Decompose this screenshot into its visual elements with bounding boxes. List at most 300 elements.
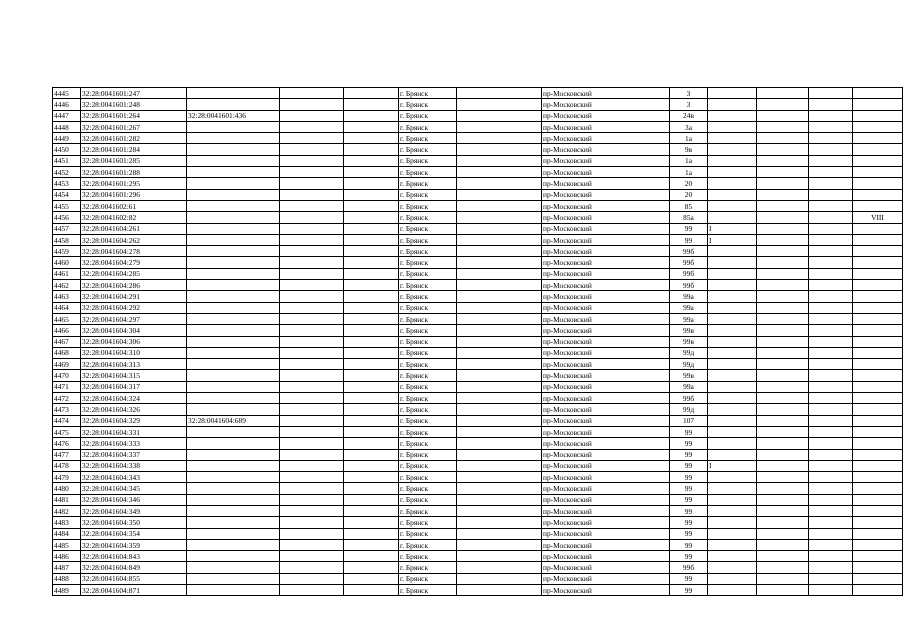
cell-row-number: 4478 <box>53 460 81 471</box>
cell-cadastral-number: 32:28:0041604:346 <box>81 494 187 505</box>
cell-col-4 <box>280 483 344 494</box>
cell-cadastral-number: 32:28:0041604:315 <box>81 370 187 381</box>
table-row <box>53 291 903 302</box>
cell-row-number: 4451 <box>53 155 81 166</box>
cell-col-7 <box>457 415 542 426</box>
cell-house-number: 99а <box>670 291 708 302</box>
cell-house-number: 99в <box>670 370 708 381</box>
cell-row-number: 4456 <box>53 212 81 223</box>
cell-col-7 <box>457 133 542 144</box>
cell-linked-cadastral-number: 32:28:0041604:689 <box>187 415 280 426</box>
cell-col-10 <box>708 415 757 426</box>
cell-roman-numeral <box>853 291 903 302</box>
cell-house-number: 85 <box>670 200 708 211</box>
cell-col-7 <box>457 494 542 505</box>
cell-col-12 <box>809 313 853 324</box>
cell-house-number: 99а <box>670 302 708 313</box>
cell-row-number: 4459 <box>53 246 81 257</box>
cell-row-number: 4485 <box>53 539 81 550</box>
cell-city: г. Брянск <box>399 370 457 381</box>
cell-col-10 <box>708 189 757 200</box>
cell-col-7 <box>457 178 542 189</box>
cell-col-11 <box>757 585 809 596</box>
cell-col-4 <box>280 449 344 460</box>
cell-col-12 <box>809 381 853 392</box>
cell-street: пр-Московский <box>542 88 670 99</box>
cell-house-number: 3 <box>670 88 708 99</box>
cell-col-10: I <box>708 223 757 234</box>
table-row <box>53 562 903 573</box>
cell-city: г. Брянск <box>399 404 457 415</box>
cell-col-12 <box>809 449 853 460</box>
cell-col-4 <box>280 223 344 234</box>
cell-street: пр-Московский <box>542 370 670 381</box>
cell-cadastral-number: 32:28:0041604:310 <box>81 347 187 358</box>
cell-col-10 <box>708 121 757 132</box>
cell-col-10 <box>708 257 757 268</box>
cell-street: пр-Московский <box>542 99 670 110</box>
cell-linked-cadastral-number <box>187 121 280 132</box>
cell-col-10 <box>708 404 757 415</box>
cell-col-11 <box>757 551 809 562</box>
cell-roman-numeral <box>853 178 903 189</box>
cell-house-number: 99б <box>670 268 708 279</box>
cell-linked-cadastral-number <box>187 313 280 324</box>
cell-street: пр-Московский <box>542 144 670 155</box>
cell-roman-numeral <box>853 246 903 257</box>
cell-street: пр-Московский <box>542 347 670 358</box>
cell-row-number: 4461 <box>53 268 81 279</box>
cell-col-5 <box>344 347 399 358</box>
cell-linked-cadastral-number <box>187 212 280 223</box>
cell-col-7 <box>457 573 542 584</box>
cell-street: пр-Московский <box>542 483 670 494</box>
table-row <box>53 212 903 223</box>
table-row <box>53 155 903 166</box>
cell-cadastral-number: 32:28:0041601:282 <box>81 133 187 144</box>
cell-linked-cadastral-number <box>187 200 280 211</box>
cell-col-5 <box>344 573 399 584</box>
cell-col-4 <box>280 155 344 166</box>
cell-col-11 <box>757 359 809 370</box>
cell-col-4 <box>280 539 344 550</box>
cell-cadastral-number: 32:28:0041602:61 <box>81 200 187 211</box>
cell-col-10 <box>708 280 757 291</box>
cell-house-number: 20 <box>670 178 708 189</box>
cell-cadastral-number: 32:28:0041601:288 <box>81 167 187 178</box>
cell-cadastral-number: 32:28:0041604:326 <box>81 404 187 415</box>
cell-linked-cadastral-number <box>187 268 280 279</box>
cell-row-number: 4488 <box>53 573 81 584</box>
cell-linked-cadastral-number <box>187 234 280 245</box>
table-row <box>53 280 903 291</box>
cell-city: г. Брянск <box>399 426 457 437</box>
cell-roman-numeral <box>853 426 903 437</box>
cell-col-5 <box>344 88 399 99</box>
cell-col-11 <box>757 415 809 426</box>
cell-col-12 <box>809 404 853 415</box>
cell-roman-numeral <box>853 200 903 211</box>
cell-house-number: 107 <box>670 415 708 426</box>
cell-col-12 <box>809 528 853 539</box>
table-row <box>53 99 903 110</box>
table-row <box>53 539 903 550</box>
cell-house-number: 1а <box>670 133 708 144</box>
cell-row-number: 4452 <box>53 167 81 178</box>
cell-col-10 <box>708 438 757 449</box>
cell-col-11 <box>757 381 809 392</box>
cell-linked-cadastral-number <box>187 517 280 528</box>
cell-row-number: 4480 <box>53 483 81 494</box>
cell-linked-cadastral-number <box>187 257 280 268</box>
cell-street: пр-Московский <box>542 393 670 404</box>
cell-linked-cadastral-number <box>187 347 280 358</box>
cell-col-7 <box>457 257 542 268</box>
cell-linked-cadastral-number <box>187 133 280 144</box>
cell-row-number: 4469 <box>53 359 81 370</box>
cell-cadastral-number: 32:28:0041604:329 <box>81 415 187 426</box>
cell-roman-numeral <box>853 573 903 584</box>
cell-roman-numeral <box>853 234 903 245</box>
cell-house-number: 99б <box>670 280 708 291</box>
cell-col-4 <box>280 336 344 347</box>
cell-linked-cadastral-number <box>187 483 280 494</box>
cell-house-number: 99в <box>670 336 708 347</box>
cell-col-10 <box>708 539 757 550</box>
cell-cadastral-number: 32:28:0041601:247 <box>81 88 187 99</box>
cell-col-11 <box>757 370 809 381</box>
cell-linked-cadastral-number <box>187 370 280 381</box>
cell-col-11 <box>757 505 809 516</box>
cell-street: пр-Московский <box>542 313 670 324</box>
cell-city: г. Брянск <box>399 234 457 245</box>
cell-col-11 <box>757 472 809 483</box>
cell-col-4 <box>280 302 344 313</box>
cell-city: г. Брянск <box>399 539 457 550</box>
cell-col-5 <box>344 359 399 370</box>
cell-street: пр-Московский <box>542 257 670 268</box>
cell-col-7 <box>457 359 542 370</box>
cell-col-5 <box>344 483 399 494</box>
cell-row-number: 4468 <box>53 347 81 358</box>
cell-col-5 <box>344 280 399 291</box>
cell-col-7 <box>457 404 542 415</box>
cell-col-5 <box>344 494 399 505</box>
cell-col-4 <box>280 257 344 268</box>
cell-col-12 <box>809 472 853 483</box>
cell-row-number: 4462 <box>53 280 81 291</box>
cell-col-5 <box>344 336 399 347</box>
cell-col-11 <box>757 144 809 155</box>
cell-col-7 <box>457 505 542 516</box>
cell-house-number: 9в <box>670 144 708 155</box>
cell-roman-numeral <box>853 460 903 471</box>
cell-street: пр-Московский <box>542 291 670 302</box>
cell-house-number: 99а <box>670 381 708 392</box>
cell-house-number: 99 <box>670 573 708 584</box>
cell-linked-cadastral-number <box>187 472 280 483</box>
cell-cadastral-number: 32:28:0041601:284 <box>81 144 187 155</box>
cell-col-11 <box>757 426 809 437</box>
cell-col-7 <box>457 336 542 347</box>
cell-col-10 <box>708 528 757 539</box>
cell-col-12 <box>809 133 853 144</box>
cell-city: г. Брянск <box>399 517 457 528</box>
cell-col-7 <box>457 347 542 358</box>
cell-row-number: 4486 <box>53 551 81 562</box>
cell-street: пр-Московский <box>542 155 670 166</box>
cell-col-7 <box>457 280 542 291</box>
cell-cadastral-number: 32:28:0041604:317 <box>81 381 187 392</box>
cell-col-10 <box>708 381 757 392</box>
cell-street: пр-Московский <box>542 404 670 415</box>
cell-street: пр-Московский <box>542 246 670 257</box>
cell-col-12 <box>809 99 853 110</box>
cell-col-5 <box>344 404 399 415</box>
cell-col-7 <box>457 268 542 279</box>
cell-city: г. Брянск <box>399 88 457 99</box>
cell-roman-numeral <box>853 167 903 178</box>
cell-city: г. Брянск <box>399 460 457 471</box>
cell-roman-numeral <box>853 280 903 291</box>
cell-street: пр-Московский <box>542 212 670 223</box>
cell-col-7 <box>457 246 542 257</box>
cell-col-11 <box>757 189 809 200</box>
cell-linked-cadastral-number <box>187 167 280 178</box>
cell-col-10 <box>708 212 757 223</box>
cell-col-4 <box>280 370 344 381</box>
cell-col-10 <box>708 167 757 178</box>
cell-street: пр-Московский <box>542 121 670 132</box>
cell-col-11 <box>757 110 809 121</box>
cell-linked-cadastral-number <box>187 562 280 573</box>
cell-col-11 <box>757 234 809 245</box>
cell-cadastral-number: 32:28:0041602:82 <box>81 212 187 223</box>
table-row <box>53 370 903 381</box>
cell-col-5 <box>344 370 399 381</box>
cell-col-5 <box>344 189 399 200</box>
cell-row-number: 4487 <box>53 562 81 573</box>
cell-cadastral-number: 32:28:0041604:291 <box>81 291 187 302</box>
cell-col-4 <box>280 133 344 144</box>
cell-house-number: 99 <box>670 494 708 505</box>
cell-col-4 <box>280 121 344 132</box>
cell-linked-cadastral-number <box>187 246 280 257</box>
cell-col-4 <box>280 212 344 223</box>
cell-city: г. Брянск <box>399 291 457 302</box>
cell-col-4 <box>280 246 344 257</box>
cell-col-11 <box>757 280 809 291</box>
cell-col-7 <box>457 189 542 200</box>
cell-col-11 <box>757 517 809 528</box>
cell-linked-cadastral-number: 32:28:0041601:436 <box>187 110 280 121</box>
cell-col-5 <box>344 167 399 178</box>
table-row <box>53 573 903 584</box>
cell-linked-cadastral-number <box>187 325 280 336</box>
cell-row-number: 4477 <box>53 449 81 460</box>
cell-city: г. Брянск <box>399 551 457 562</box>
cell-street: пр-Московский <box>542 573 670 584</box>
cell-city: г. Брянск <box>399 99 457 110</box>
cell-linked-cadastral-number <box>187 291 280 302</box>
cell-col-4 <box>280 393 344 404</box>
cell-linked-cadastral-number <box>187 438 280 449</box>
cell-col-11 <box>757 223 809 234</box>
cell-linked-cadastral-number <box>187 359 280 370</box>
table-row <box>53 472 903 483</box>
table-row <box>53 110 903 121</box>
table-row <box>53 178 903 189</box>
cell-col-5 <box>344 257 399 268</box>
cell-col-11 <box>757 404 809 415</box>
cell-col-11 <box>757 562 809 573</box>
table-row <box>53 336 903 347</box>
cell-col-10: I <box>708 234 757 245</box>
cell-roman-numeral <box>853 472 903 483</box>
cell-house-number: 99 <box>670 505 708 516</box>
cell-col-10 <box>708 99 757 110</box>
cell-row-number: 4446 <box>53 99 81 110</box>
cell-city: г. Брянск <box>399 505 457 516</box>
cell-col-10 <box>708 551 757 562</box>
cell-city: г. Брянск <box>399 347 457 358</box>
cell-city: г. Брянск <box>399 562 457 573</box>
cell-col-5 <box>344 313 399 324</box>
cell-row-number: 4455 <box>53 200 81 211</box>
cell-col-10 <box>708 291 757 302</box>
cell-cadastral-number: 32:28:0041604:350 <box>81 517 187 528</box>
cell-cadastral-number: 32:28:0041604:262 <box>81 234 187 245</box>
cell-cadastral-number: 32:28:0041604:359 <box>81 539 187 550</box>
cell-col-7 <box>457 460 542 471</box>
cell-col-4 <box>280 144 344 155</box>
cell-cadastral-number: 32:28:0041604:278 <box>81 246 187 257</box>
cell-col-7 <box>457 212 542 223</box>
cell-row-number: 4479 <box>53 472 81 483</box>
cell-col-11 <box>757 88 809 99</box>
table-row <box>53 415 903 426</box>
table-row <box>53 460 903 471</box>
cell-street: пр-Московский <box>542 426 670 437</box>
cell-col-11 <box>757 121 809 132</box>
cell-roman-numeral <box>853 359 903 370</box>
cell-street: пр-Московский <box>542 223 670 234</box>
cell-street: пр-Московский <box>542 133 670 144</box>
cell-linked-cadastral-number <box>187 404 280 415</box>
cell-col-5 <box>344 200 399 211</box>
cell-house-number: 99 <box>670 483 708 494</box>
cell-col-12 <box>809 88 853 99</box>
cell-col-7 <box>457 88 542 99</box>
cell-roman-numeral <box>853 133 903 144</box>
table-row <box>53 189 903 200</box>
cell-street: пр-Московский <box>542 494 670 505</box>
cell-col-12 <box>809 426 853 437</box>
cell-col-10 <box>708 359 757 370</box>
cell-cadastral-number: 32:28:0041601:296 <box>81 189 187 200</box>
cell-col-11 <box>757 291 809 302</box>
cell-roman-numeral <box>853 539 903 550</box>
cell-house-number: 99 <box>670 528 708 539</box>
cell-col-4 <box>280 268 344 279</box>
cell-col-12 <box>809 178 853 189</box>
cell-roman-numeral <box>853 325 903 336</box>
cell-street: пр-Московский <box>542 268 670 279</box>
cell-city: г. Брянск <box>399 212 457 223</box>
cell-col-10 <box>708 313 757 324</box>
cell-cadastral-number: 32:28:0041604:306 <box>81 336 187 347</box>
cell-col-12 <box>809 336 853 347</box>
table-row <box>53 246 903 257</box>
table-row <box>53 325 903 336</box>
cell-col-5 <box>344 268 399 279</box>
cell-col-4 <box>280 460 344 471</box>
cell-col-11 <box>757 178 809 189</box>
cell-col-12 <box>809 494 853 505</box>
cell-col-10 <box>708 585 757 596</box>
cell-city: г. Брянск <box>399 167 457 178</box>
cell-city: г. Брянск <box>399 483 457 494</box>
cell-col-7 <box>457 528 542 539</box>
cell-house-number: 99 <box>670 551 708 562</box>
cell-row-number: 4472 <box>53 393 81 404</box>
cell-col-11 <box>757 200 809 211</box>
cell-cadastral-number: 32:28:0041604:313 <box>81 359 187 370</box>
cell-col-5 <box>344 246 399 257</box>
cell-col-4 <box>280 313 344 324</box>
cell-col-4 <box>280 347 344 358</box>
cell-col-11 <box>757 573 809 584</box>
cell-house-number: 99б <box>670 257 708 268</box>
cell-col-5 <box>344 178 399 189</box>
cell-linked-cadastral-number <box>187 381 280 392</box>
cell-col-5 <box>344 460 399 471</box>
cell-col-7 <box>457 110 542 121</box>
cell-col-12 <box>809 155 853 166</box>
cell-col-4 <box>280 472 344 483</box>
cell-col-7 <box>457 426 542 437</box>
cell-street: пр-Московский <box>542 178 670 189</box>
cell-col-11 <box>757 325 809 336</box>
cell-cadastral-number: 32:28:0041601:248 <box>81 99 187 110</box>
cell-col-12 <box>809 325 853 336</box>
cell-col-7 <box>457 585 542 596</box>
cell-roman-numeral <box>853 155 903 166</box>
table-row <box>53 483 903 494</box>
cell-row-number: 4464 <box>53 302 81 313</box>
cell-cadastral-number: 32:28:0041604:338 <box>81 460 187 471</box>
cell-street: пр-Московский <box>542 302 670 313</box>
cell-col-10: I <box>708 460 757 471</box>
table-row <box>53 200 903 211</box>
cell-linked-cadastral-number <box>187 460 280 471</box>
cell-city: г. Брянск <box>399 415 457 426</box>
cell-row-number: 4466 <box>53 325 81 336</box>
table-row <box>53 347 903 358</box>
cell-roman-numeral <box>853 505 903 516</box>
cell-col-10 <box>708 483 757 494</box>
cell-house-number: 99б <box>670 562 708 573</box>
cell-roman-numeral <box>853 110 903 121</box>
cell-cadastral-number: 32:28:0041604:343 <box>81 472 187 483</box>
cell-house-number: 99 <box>670 472 708 483</box>
cell-col-4 <box>280 359 344 370</box>
cell-city: г. Брянск <box>399 573 457 584</box>
cell-col-4 <box>280 167 344 178</box>
cell-cadastral-number: 32:28:0041604:286 <box>81 280 187 291</box>
cell-cadastral-number: 32:28:0041604:279 <box>81 257 187 268</box>
cell-street: пр-Московский <box>542 505 670 516</box>
